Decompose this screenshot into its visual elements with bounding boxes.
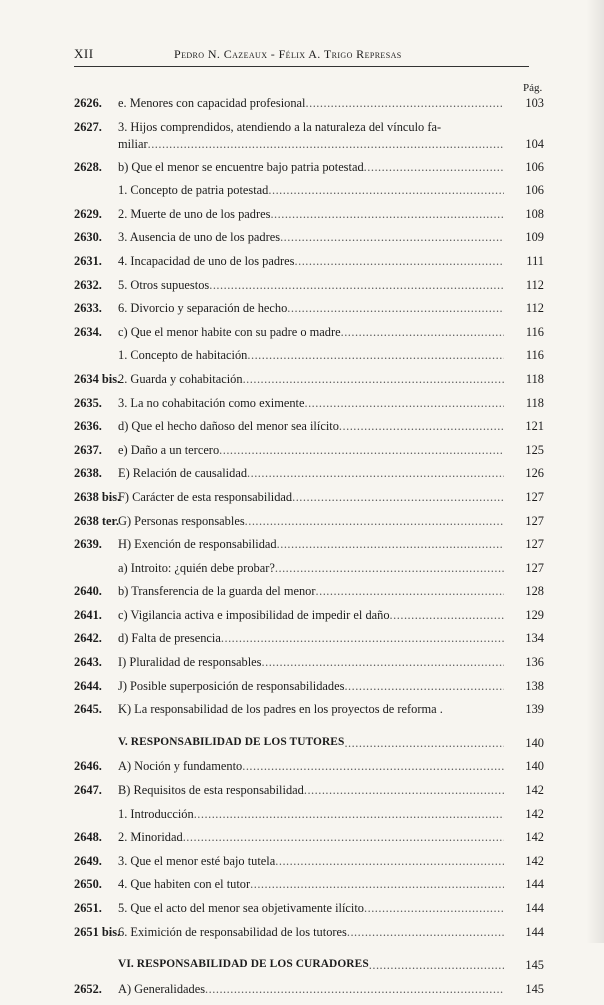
entry-page-number: 140 [525, 735, 544, 750]
entry-number: 2643. [74, 655, 102, 670]
entry-page-number: 111 [526, 253, 544, 268]
dot-leader [245, 514, 504, 529]
entry-number: 2652. [74, 981, 102, 996]
entry-title-wrapper [118, 830, 504, 845]
entry-title-wrapper [118, 631, 504, 646]
entry-number: 2648. [74, 830, 102, 845]
entry-title: 2. Minoridad [118, 830, 183, 845]
entry-page-number: 144 [525, 901, 544, 915]
entry-page-number: 127 [525, 513, 544, 528]
entry-title-wrapper [118, 877, 504, 892]
toc-entry [74, 160, 544, 184]
dot-leader [277, 537, 504, 552]
toc-entry [74, 466, 544, 490]
dot-leader [304, 783, 504, 798]
page-column-label: Pág. [523, 82, 543, 94]
dot-leader [183, 830, 504, 845]
entry-title: c) Vigilancia activa e imposibilidad de impedir el daño [118, 607, 390, 622]
toc-entry [74, 514, 544, 538]
entry-title: 2. Guarda y cohabitación [118, 371, 243, 386]
entry-title-wrapper [118, 958, 504, 973]
entry-title: 3. Ausencia de uno de los padres [118, 230, 281, 245]
entry-number: 2634 bis. [74, 371, 121, 386]
entry-title: d) Que el hecho dañoso del menor sea ilícito [118, 419, 339, 434]
entry-page-number: 109 [525, 230, 544, 245]
entry-number: 2634. [74, 324, 102, 339]
dot-leader [287, 301, 504, 316]
toc-entry [74, 877, 544, 901]
entry-number: 2627. [74, 119, 102, 134]
dot-leader [292, 490, 504, 505]
entry-number: 2642. [74, 631, 102, 646]
dot-leader [347, 925, 504, 940]
toc-entry [74, 702, 544, 726]
toc-section-heading [74, 736, 544, 760]
entry-title: 2. Muerte de uno de los padres [118, 206, 271, 221]
dot-leader [344, 736, 504, 751]
entry-number: 2628. [74, 159, 102, 174]
entry-number: 2636. [74, 419, 102, 434]
toc-entry [74, 655, 544, 679]
entry-page-number: 127 [525, 560, 544, 575]
entry-title: 5. Que el acto del menor sea objetivamente ilícito [118, 901, 365, 915]
entry-title-wrapper [118, 783, 504, 798]
section-gap [74, 948, 544, 958]
entry-title-wrapper [118, 137, 504, 152]
entry-title: K) La responsabilidad de los padres en los proyectos de reforma . [118, 702, 443, 717]
entry-number: 2647. [74, 783, 102, 798]
dot-leader [205, 982, 504, 997]
entry-number: 2651. [74, 901, 102, 915]
entry-title-wrapper [118, 207, 504, 222]
dot-leader [341, 325, 504, 340]
entry-title: A) Noción y fundamento [118, 759, 243, 774]
entry-number: 2650. [74, 877, 102, 892]
entry-title-wrapper [118, 419, 504, 434]
toc-entry [74, 537, 544, 561]
entry-title: 6. Eximición de responsabilidad de los tutores [118, 924, 347, 939]
entry-title-wrapper [118, 925, 504, 940]
dot-leader [209, 278, 504, 293]
entry-title-wrapper [118, 514, 504, 529]
toc-entry [74, 372, 544, 396]
entry-page-number: 125 [525, 442, 544, 457]
entry-number: 2639. [74, 537, 102, 552]
dot-leader [275, 561, 504, 576]
entry-title: A) Generalidades [118, 981, 206, 996]
dot-leader [390, 608, 504, 623]
toc-entry [74, 901, 544, 925]
entry-title: I) Pluralidad de responsables [118, 655, 262, 670]
table-of-contents [74, 96, 544, 1005]
entry-title: 5. Otros supuestos [118, 277, 210, 292]
entry-title: F) Carácter de esta responsabilidad [118, 489, 293, 504]
entry-title: d) Falta de presencia [118, 631, 221, 646]
entry-number: 2630. [74, 230, 102, 245]
dot-leader [316, 584, 505, 599]
toc-entry [74, 759, 544, 783]
toc-entry [74, 679, 544, 703]
entry-title-wrapper [118, 655, 504, 670]
entry-title-wrapper [118, 348, 504, 363]
entry-page-number: 127 [525, 489, 544, 504]
entry-title-wrapper [118, 702, 504, 717]
entry-page-number: 142 [525, 783, 544, 798]
entry-page-number: 144 [525, 877, 544, 892]
entry-title: 1. Concepto de habitación [118, 348, 248, 363]
entry-page-number: 139 [525, 702, 544, 717]
entry-title: b) Que el menor se encuentre bajo patria potestad [118, 159, 364, 174]
dot-leader [221, 631, 504, 646]
toc-entry [74, 396, 544, 420]
entry-page-number: 144 [525, 924, 544, 939]
toc-entry [74, 830, 544, 854]
entry-title-wrapper [118, 372, 504, 387]
entry-title: VI. RESPONSABILIDAD DE LOS CURADORES [118, 958, 369, 971]
dot-leader [304, 396, 504, 411]
toc-entry [74, 443, 544, 467]
entry-title-wrapper [118, 160, 504, 175]
entry-page-number: 136 [525, 655, 544, 670]
dot-leader [148, 137, 504, 152]
entry-title-wrapper [118, 901, 504, 916]
entry-page-number: 118 [525, 395, 544, 410]
entry-title-wrapper [118, 807, 504, 822]
entry-title-wrapper [118, 301, 504, 316]
entry-page-number: 145 [525, 958, 544, 973]
dot-leader [275, 854, 504, 869]
entry-title: V. RESPONSABILIDAD DE LOS TUTORES [118, 735, 345, 748]
toc-entry [74, 419, 544, 443]
entry-title: e) Daño a un tercero [118, 442, 220, 457]
entry-title: 1. Concepto de patria potestad [118, 183, 269, 198]
entry-title-wrapper [118, 443, 504, 458]
dot-leader [364, 160, 504, 175]
section-gap [74, 726, 544, 736]
entry-page-number: 108 [525, 206, 544, 221]
entry-number: 2641. [74, 607, 102, 622]
toc-entry [74, 278, 544, 302]
entry-title: e. Menores con capacidad profesional [118, 96, 306, 110]
entry-title: 3. La no cohabitación como eximente [118, 395, 305, 410]
entry-title-wrapper [118, 230, 504, 245]
entry-number: 2631. [74, 253, 102, 268]
entry-title-wrapper [118, 679, 504, 694]
page-edge-shadow [586, 0, 604, 943]
dot-leader [369, 958, 504, 973]
entry-title-wrapper [118, 608, 504, 623]
toc-entry [74, 608, 544, 632]
dot-leader [270, 207, 504, 222]
entry-page-number: 118 [525, 371, 544, 386]
entry-number: 2646. [74, 759, 102, 774]
toc-entry [74, 207, 544, 231]
entry-number: 2640. [74, 584, 102, 599]
running-header [74, 46, 529, 67]
dot-leader [268, 183, 504, 198]
entry-title: c) Que el menor habite con su padre o madre [118, 324, 341, 339]
entry-title: 1. Introducción [118, 806, 194, 821]
entry-title-wrapper [118, 736, 504, 751]
entry-title-wrapper [118, 396, 504, 411]
dot-leader [280, 230, 504, 245]
entry-title: 3. Que el menor esté bajo tutela [118, 853, 276, 868]
toc-entry [74, 325, 544, 349]
entry-title-wrapper [118, 183, 504, 198]
toc-entry [74, 490, 544, 514]
entry-number: 2638 bis. [74, 489, 121, 504]
entry-title-wrapper [118, 982, 504, 997]
entry-number: 2629. [74, 206, 102, 221]
entry-title: miliar [118, 136, 148, 151]
dot-leader [242, 759, 504, 774]
dot-leader [339, 419, 504, 434]
toc-entry [74, 183, 544, 207]
entry-title-wrapper [118, 584, 504, 599]
entry-page-number: 140 [525, 759, 544, 774]
dot-leader [364, 901, 504, 916]
dot-leader [194, 807, 504, 822]
toc-entry [74, 348, 544, 372]
toc-entry [74, 807, 544, 831]
dot-leader [219, 443, 504, 458]
toc-entry [74, 561, 544, 585]
entry-number: 2638 ter. [74, 513, 119, 528]
entry-title-line1: 3. Hijos comprendidos, atendiendo a la naturaleza del vínculo fa- [118, 119, 442, 134]
entry-title: H) Exención de responsabilidad [118, 537, 277, 552]
entry-page-number: 142 [525, 830, 544, 845]
toc-entry [74, 854, 544, 878]
entry-title: b) Transferencia de la guarda del menor [118, 584, 316, 599]
dot-leader [344, 679, 504, 694]
entry-page-number: 126 [525, 466, 544, 481]
entry-number: 2637. [74, 442, 102, 457]
entry-page-number: 103 [525, 96, 544, 110]
entry-title: B) Requisitos de esta responsabilidad [118, 783, 304, 798]
dot-leader [262, 655, 505, 670]
entry-page-number: 116 [525, 324, 544, 339]
entry-title: 4. Que habiten con el tutor [118, 877, 251, 892]
entry-page-number: 116 [525, 348, 544, 363]
entry-number: 2638. [74, 466, 102, 481]
entry-title-wrapper [118, 325, 504, 340]
entry-page-number: 128 [525, 584, 544, 599]
entry-title-wrapper [118, 561, 504, 576]
entry-page-number: 104 [525, 136, 544, 151]
toc-entry [74, 631, 544, 655]
toc-section-heading [74, 958, 544, 982]
entry-number: 2635. [74, 395, 102, 410]
entry-number: 2632. [74, 277, 102, 292]
entry-title: 4. Incapacidad de uno de los padres [118, 253, 295, 268]
entry-title-wrapper [118, 96, 504, 111]
entry-number: 2633. [74, 301, 102, 316]
toc-entry [74, 783, 544, 807]
entry-page-number: 112 [525, 277, 544, 292]
entry-title: E) Relación de causalidad [118, 466, 248, 481]
entry-title: a) Introito: ¿quién debe probar? [118, 560, 275, 575]
dot-leader [243, 372, 504, 387]
entry-title: J) Posible superposición de responsabilidades [118, 678, 345, 693]
entry-title-wrapper [118, 854, 504, 869]
page-folio: XII [74, 46, 94, 61]
dot-leader [295, 254, 505, 269]
toc-entry [74, 96, 544, 120]
entry-page-number: 129 [525, 607, 544, 622]
entry-page-number: 134 [525, 631, 544, 646]
entry-title: 6. Divorcio y separación de hecho [118, 301, 288, 316]
entry-page-number: 127 [525, 537, 544, 552]
entry-page-number: 106 [525, 159, 544, 174]
entry-number: 2626. [74, 96, 102, 110]
entry-page-number: 138 [525, 678, 544, 693]
entry-number: 2645. [74, 702, 102, 717]
entry-page-number: 121 [525, 419, 544, 434]
entry-page-number: 142 [525, 806, 544, 821]
entry-title-wrapper [118, 278, 504, 293]
toc-entry [74, 982, 544, 1005]
dot-leader [250, 877, 504, 892]
toc-entry [74, 925, 544, 949]
toc-entry [74, 584, 544, 608]
entry-page-number: 112 [525, 301, 544, 316]
entry-number: 2651 bis. [74, 924, 121, 939]
dot-leader [306, 96, 505, 111]
entry-page-number: 145 [525, 981, 544, 996]
dot-leader [247, 348, 504, 363]
entry-title-wrapper [118, 490, 504, 505]
entry-title: G) Personas responsables [118, 513, 245, 528]
toc-entry [74, 301, 544, 325]
running-title: Pedro N. Cazeaux - Félix A. Trigo Represas [174, 47, 402, 61]
entry-title-wrapper [118, 537, 504, 552]
entry-number: 2644. [74, 678, 102, 693]
entry-number: 2649. [74, 853, 102, 868]
dot-leader [247, 466, 504, 481]
entry-title-wrapper [118, 759, 504, 774]
entry-page-number: 142 [525, 853, 544, 868]
entry-title-wrapper [118, 466, 504, 481]
toc-entry [74, 254, 544, 278]
toc-entry [74, 230, 544, 254]
entry-title-wrapper [118, 254, 504, 269]
toc-entry [74, 120, 544, 160]
entry-page-number: 106 [525, 183, 544, 198]
